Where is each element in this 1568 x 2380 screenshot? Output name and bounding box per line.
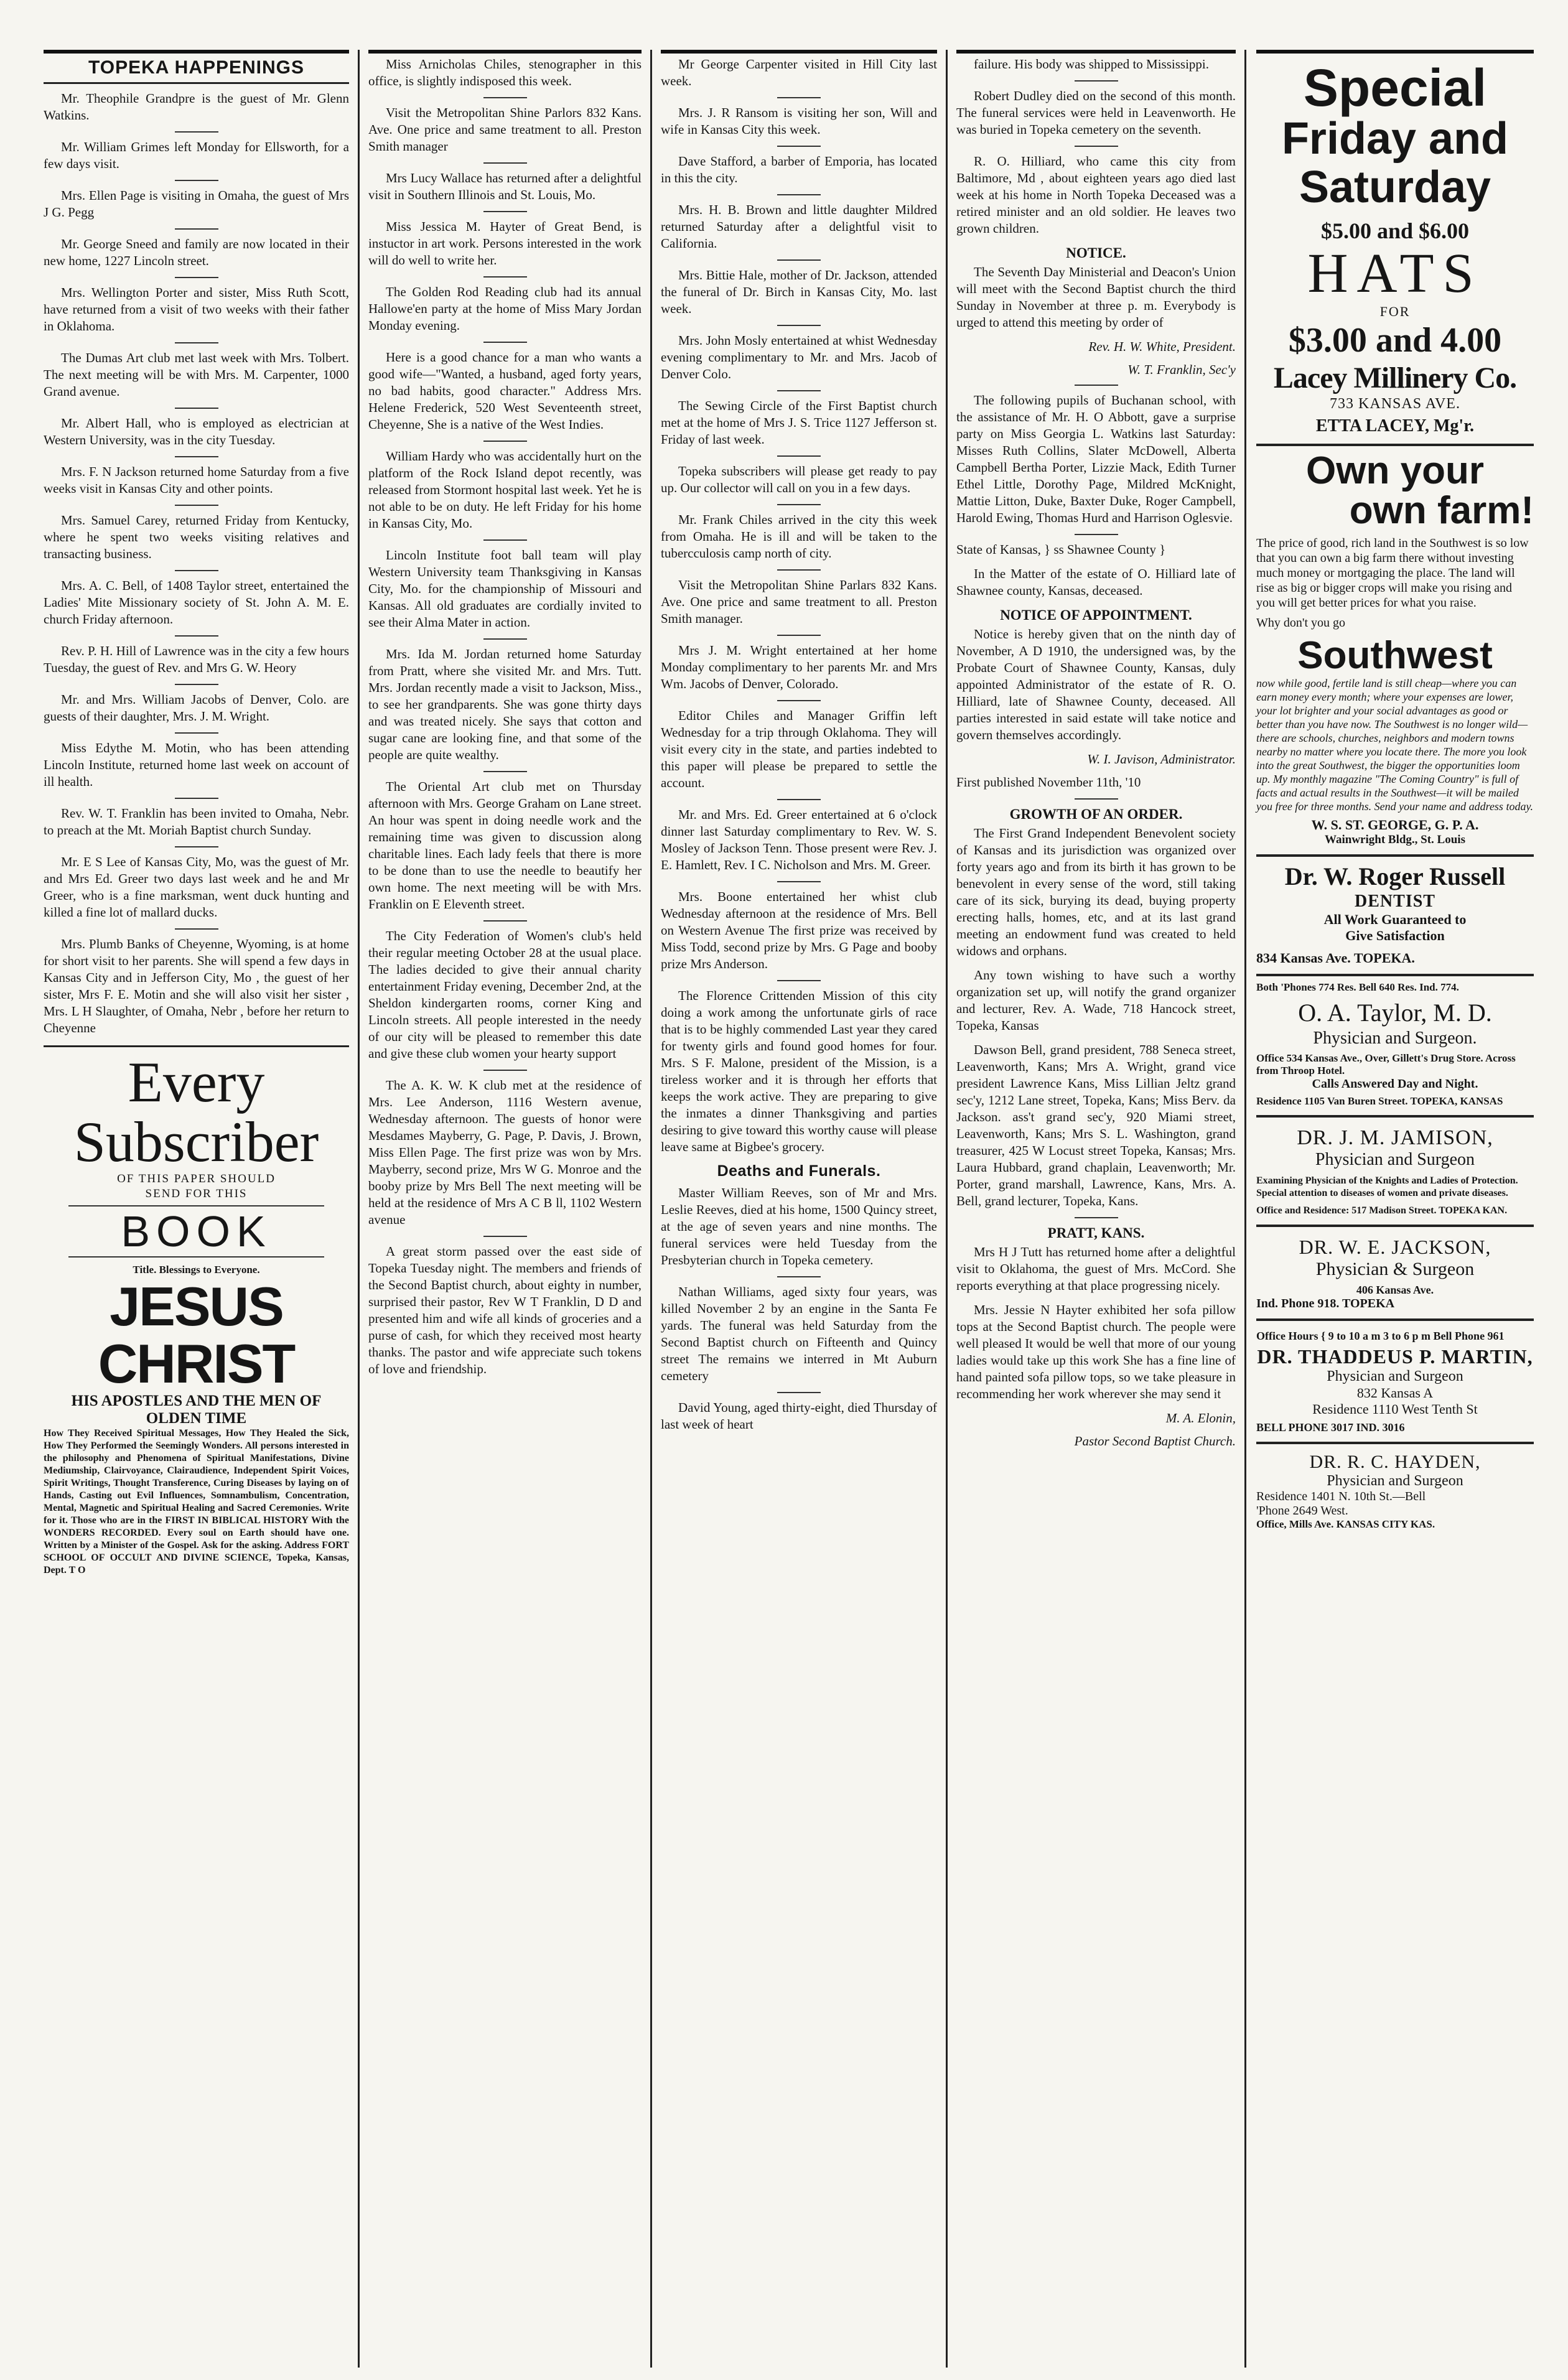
separator bbox=[483, 1070, 527, 1071]
separator bbox=[175, 342, 218, 343]
news-item: Mrs. A. C. Bell, of 1408 Taylor street, entertained the Ladies' Mite Missionary society of St. John A. M. E. church Friday afternoon. bbox=[44, 578, 349, 627]
notice-signature-1: Rev. H. W. White, President. bbox=[1088, 339, 1236, 354]
separator bbox=[175, 570, 218, 571]
col1-items bbox=[44, 90, 349, 1037]
separator bbox=[1075, 80, 1118, 82]
taylor-phones: Both 'Phones 774 Res. Bell 640 Res. Ind. 774. bbox=[1256, 981, 1459, 993]
growth-title: GROWTH OF AN ORDER. bbox=[1009, 806, 1183, 822]
russell-address: 834 Kansas Ave. TOPEKA. bbox=[1256, 950, 1415, 966]
separator bbox=[483, 539, 527, 541]
ad-fine-print: How They Received Spiritual Messages, How They Healed the Sick, How They Performed the Seemingly Wonders. All persons interested in the philosophy and Phenomena of Spiritual Manifestations, Divine Mediumship, Clairvoyance, Clairaudience, Independent Spirit Voices, Spirit Writings, Thought Transference, Curing Diseases by laying on of Hands, Casting out Evil Influences, Somnambulism, Concentration, Mental, Magnetic and Spiritual Healing and Sacred Ceremonies. Write for it. Those who are in the FIRST IN BIBLICAL HISTORY With the WONDERS RECORDED. Every soul on Earth should have one. Written by a Minister of the Gospel. Ask for the asking. Address FORT SCHOOL OF OCCULT AND DIVINE SCIENCE, Topeka, Kansas, Dept. T O bbox=[44, 1428, 349, 1575]
separator bbox=[777, 390, 821, 391]
top-rule bbox=[368, 50, 642, 54]
news-item: Rev. P. H. Hill of Lawrence was in the city a few hours Tuesday, the guest of Rev. and Mrs G. W. Heory bbox=[44, 643, 349, 675]
farm-agent: W. S. ST. GEORGE, G. P. A. bbox=[1311, 817, 1479, 833]
separator bbox=[1075, 798, 1118, 800]
separator bbox=[777, 1392, 821, 1393]
news-item: Mr. William Grimes left Monday for Ellsworth, for a few days visit. bbox=[44, 139, 349, 171]
deaths-items bbox=[661, 1185, 937, 1433]
ad-book-word: BOOK bbox=[68, 1205, 324, 1258]
separator bbox=[777, 504, 821, 505]
news-item: Miss Edythe M. Motin, who has been attending Lincoln Institute, returned home last week on account of ill health. bbox=[44, 740, 349, 789]
top-rule bbox=[44, 50, 349, 54]
ad-friday: Friday and bbox=[1281, 114, 1509, 164]
news-item: Mr. E S Lee of Kansas City, Mo, was the guest of Mr. and Mrs Ed. Greer two days last week and he and Mr Greer, who is a fine marksman, went duck hunting and killed a fine lot of mallard ducks. bbox=[44, 854, 349, 920]
legal-signature: W. I. Javison, Administrator. bbox=[1087, 752, 1236, 767]
news-item: Here is a good chance for a man who wants a good wife—"Wanted, a husband, aged forty years, no bad habits, good character." Address Mrs. Helene Frederick, 520 West Seventeenth street, Cheyenne, She is a native of the West Indies. bbox=[368, 350, 642, 432]
russell-line-2: Give Satisfaction bbox=[1345, 928, 1445, 943]
jackson-address: 406 Kansas Ave. bbox=[1356, 1284, 1434, 1296]
book-advertisement bbox=[44, 1045, 349, 1577]
separator bbox=[175, 732, 218, 734]
news-item: Mr George Carpenter visited in Hill City last week. bbox=[661, 57, 937, 88]
news-item: Mrs. Plumb Banks of Cheyenne, Wyoming, is at home for short visit to her parents. She will spend a few days in Kansas City and in Jefferson City, Mo , the guest of her sister, Mrs F. E. Motin and she will also visit her sister , Mrs. L H Slaughter, of Omaha, Nebr , before her return to Cheyenne bbox=[44, 936, 349, 1035]
separator bbox=[175, 635, 218, 637]
deaths-heading: Deaths and Funerals. bbox=[717, 1162, 881, 1180]
separator bbox=[777, 799, 821, 800]
news-item: The City Federation of Women's club's held their regular meeting October 28 at the usual place. The ladies decided to give their annual charity entertainment Friday evening, December 2nd, at the Sheldon kindergarten rooms, corner King and Lincoln streets. All people interested in the needy of our city will be pleased to remember this date and give these club women your hearty support bbox=[368, 928, 642, 1061]
news-item: Visit the Metropolitan Shine Parlors 832 Kans. Ave. One price and same treatment to all. Preston Smith manager bbox=[368, 105, 642, 154]
separator bbox=[483, 97, 527, 98]
ad-firm-name: Lacey Millinery Co. bbox=[1273, 362, 1517, 394]
hayden-name: DR. R. C. HAYDEN, bbox=[1309, 1452, 1481, 1472]
col3-items bbox=[661, 56, 937, 1155]
taylor-residence: Residence 1105 Van Buren Street. TOPEKA, KANSAS bbox=[1256, 1095, 1503, 1107]
news-item: The Dumas Art club met last week with Mrs. Tolbert. The next meeting will be with Mrs. M. Carpenter, 1000 Grand avenue. bbox=[44, 350, 349, 399]
hayden-title: Physician and Surgeon bbox=[1327, 1473, 1463, 1489]
separator bbox=[483, 342, 527, 343]
news-item: failure. His body was shipped to Mississippi. bbox=[974, 57, 1209, 72]
newspaper-page bbox=[44, 50, 1540, 2368]
news-item: Mrs. Wellington Porter and sister, Miss Ruth Scott, have returned from a visit of two weeks with their father in Oklahoma. bbox=[44, 285, 349, 334]
column-3 bbox=[650, 50, 946, 2368]
news-item: Mrs. Ida M. Jordan returned home Saturday from Pratt, where she visited Mr. and Mrs. Tutt. Mrs. Jordan recently made a visit to Jackson, Miss., to see her grandparents. She was gone thirty days and was treated nicely. She says that cotton and sugar cane are looking fine, and that some of the people are quite wealthy. bbox=[368, 646, 642, 762]
jamison-note: Examining Physician of the Knights and Ladies of Protection. Special attention to diseases of women and private diseases. bbox=[1256, 1175, 1518, 1198]
legal-estate: In the Matter of the estate of O. Hilliard late of Shawnee county, Kansas, deceased. bbox=[956, 566, 1236, 598]
news-item: A great storm passed over the east side of Topeka Tuesday night. The members and friends of the Second Baptist church, about eighty in number, surprised their pastor, Rev W T Franklin, D D and presented him and wife all kinds of groceries and a purse of cash, for which they received most hearty thanks. The pastor and wife appreciate such tokens of love and friendship. bbox=[368, 1244, 642, 1376]
news-item: David Young, aged thirty-eight, died Thursday of last week of heart bbox=[661, 1400, 937, 1432]
pratt-title: PRATT, KANS. bbox=[1047, 1225, 1145, 1241]
notice-signature-2: W. T. Franklin, Sec'y bbox=[1127, 362, 1236, 377]
separator bbox=[1075, 534, 1118, 535]
pratt-p1: Mrs H J Tutt has returned home after a delightful visit to Oklahoma, the guest of Mrs. McCord. She reports everything at that place progressing nicely. bbox=[956, 1244, 1236, 1293]
ad-saturday: Saturday bbox=[1299, 162, 1491, 212]
news-item: The Oriental Art club met on Thursday afternoon with Mrs. George Graham on Lane street. An hour was spent in doing needle work and the remaining time was given to discussion along charitable lines. Each lady feels that there is more to be done than to use the needle to beautify her own home. The next meeting will be with Mrs. Franklin on E Eleventh street. bbox=[368, 779, 642, 912]
legal-state: State of Kansas, } ss Shawnee County } bbox=[956, 542, 1166, 557]
news-item: Mr. Frank Chiles arrived in the city this week from Omaha. He is ill and will be taken to the tubercculosis camp north of city. bbox=[661, 512, 937, 561]
separator bbox=[483, 1236, 527, 1237]
news-item: The A. K. W. K club met at the residence of Mrs. Lee Anderson, 1116 Western avenue, Wednesday afternoon. The guests of honor were Mesdames Mayberry, G. Page, P. Davis, J. Brown, Miss Ellen Page. The first prize was won by Mrs. Mayberry, second prize, Mrs W G. Monroe and the booby prize by Mrs Bell The next meeting will be held at the residence of Mrs A C B ll, 1102 Western avenue bbox=[368, 1078, 642, 1227]
news-item: Mr. and Mrs. Ed. Greer entertained at 6 o'clock dinner last Saturday complimentary to Rev. W. S. Mosley of Jackson Tenn. Those present were Rev. J. E. Hamlett, Rev. I C. Nicholson and Mrs. M. Greer. bbox=[661, 807, 937, 872]
news-item: Mrs. J. R Ransom is visiting her son, Will and wife in Kansas City this week. bbox=[661, 105, 937, 137]
separator bbox=[483, 441, 527, 442]
martin-name: DR. THADDEUS P. MARTIN, bbox=[1257, 1345, 1533, 1368]
column-2 bbox=[358, 50, 650, 2368]
separator bbox=[483, 920, 527, 922]
legal-text: Notice is hereby given that on the ninth day of November, A D 1910, the undersigned was, by the Probate Court of Shawnee County, Kansas, duly appointed Administrator of the estate of R. O. Hilliard, late of Shawnee County, deceased. All parties interested in said estate will take notice and govern themselves accordingly. bbox=[956, 627, 1236, 742]
ad-title-line: Title. Blessings to Everyone. bbox=[133, 1264, 260, 1276]
growth-p1: The First Grand Independent Benevolent society of Kansas and its jurisdiction was organized over forty years ago and from its birth it has grown to be benevolent in every sense of the word, still taking care of its sick, burying its dead, buying property erecting halls, homes, etc, and at its last grand meeting an endowment fund was created to held widows and orphans. bbox=[956, 826, 1236, 958]
col4-items bbox=[956, 56, 1236, 237]
separator bbox=[175, 277, 218, 278]
separator bbox=[777, 455, 821, 457]
separator bbox=[175, 684, 218, 685]
martin-address: 832 Kansas A bbox=[1356, 1385, 1434, 1401]
top-rule bbox=[661, 50, 937, 54]
farm-heading-2: own farm! bbox=[1349, 489, 1534, 532]
separator bbox=[777, 194, 821, 195]
ad-every-word: Every bbox=[128, 1050, 265, 1114]
news-item: Mr. and Mrs. William Jacobs of Denver, Colo. are guests of their daughter, Mrs. J. M. Wright. bbox=[44, 692, 349, 724]
millinery-ad bbox=[1256, 56, 1534, 446]
news-item: Mrs. F. N Jackson returned home Saturday from a five weeks visit in Kansas City and other points. bbox=[44, 464, 349, 496]
top-rule bbox=[956, 50, 1236, 54]
news-item: Miss Jessica M. Hayter of Great Bend, is instuctor in art work. Persons interested in the work will do well to write her. bbox=[368, 219, 642, 268]
news-item: Robert Dudley died on the second of this month. The funeral services were held in Leavenworth. He was buried in Topeka cemetery on the seventh. bbox=[956, 88, 1236, 137]
pratt-signature-2: Pastor Second Baptist Church. bbox=[1074, 1434, 1236, 1449]
growth-p3: Dawson Bell, grand president, 788 Seneca street, Leavenworth, Kans; Mrs A. Wright, grand vice president Lawrence Kans, Miss Lillian Jeltz grand sec'y, 1212 Lane street, Topeka, Kans; Miss Berv. da Jackson. ass't grand sec'y, 920 Miami street, Leavenworth, Kans; Mrs S. L. Washington, grand treasurer, 425 W Locust street Topeka, Kansas; Mrs. Laura Hubbard, grand chaplain, Leavenworth; Mr. Porter, grand marshall, Lawrence, Kans, Mrs. A. Bell, grand lecturer, Topeka, Kans. bbox=[956, 1042, 1236, 1208]
separator bbox=[175, 408, 218, 409]
separator bbox=[175, 180, 218, 181]
news-item: Mr. Albert Hall, who is employed as electrician at Western University, was in the city Tuesday. bbox=[44, 416, 349, 447]
news-item: Mr. George Sneed and family are now located in their new home, 1227 Lincoln street. bbox=[44, 236, 349, 268]
growth-p2: Any town wishing to have such a worthy organization set up, will notify the grand organizer and lecturer, Rev. A. Wade, 718 Hancock street, Topeka, Kansas bbox=[956, 968, 1236, 1033]
buchanan-item: The following pupils of Buchanan school, with the assistance of Mr. H. O Abbott, gave a surprise party on Miss Georgia L. Watkins last Saturday: Misses Ruth Collins, Slater McDowell, Alberta Campbell Bertha Porter, Lizzie Mack, Edith Turner Ethel Little, Dorothy Page, Mildred McKnight, Mattie Litton, Duke, Baxter Duke, Roger Campbell, Harold Ewing, Thomas Hurd and Harrison Oglesvie. bbox=[956, 393, 1236, 525]
separator bbox=[175, 131, 218, 133]
separator bbox=[175, 505, 218, 506]
taylor-title: Physician and Surgeon. bbox=[1313, 1029, 1477, 1048]
separator bbox=[175, 228, 218, 230]
column-1 bbox=[44, 50, 358, 2368]
ad-special: Special bbox=[1303, 58, 1487, 117]
news-item: Mrs Lucy Wallace has returned after a delightful visit in Southern Illinois and St. Louis, Mo. bbox=[368, 170, 642, 202]
separator bbox=[483, 276, 527, 278]
news-item: Mrs. H. B. Brown and little daughter Mildred returned Saturday after a delightful visit to California. bbox=[661, 202, 937, 251]
separator bbox=[777, 146, 821, 147]
separator bbox=[483, 162, 527, 164]
news-item: Mrs. Bittie Hale, mother of Dr. Jackson, attended the funeral of Dr. Birch in Kansas City, Mo. last week. bbox=[661, 268, 937, 316]
column-4 bbox=[946, 50, 1244, 2368]
farm-text: The price of good, rich land in the Southwest is so low that you can own a big farm there without investing much money or mortgaging the place. The land will rise as big or bigger crops will make you rising and you will get better prices for what you raise. bbox=[1256, 536, 1529, 610]
top-rule bbox=[1256, 50, 1534, 54]
separator bbox=[777, 635, 821, 636]
news-item: Editor Chiles and Manager Griffin left Wednesday for a trip through Oklahoma. They will visit every city in the state, and parties indebted to this paper will please be prepared to settle the account. bbox=[661, 708, 937, 790]
news-item: Topeka subscribers will please get ready to pay up. Our collector will call on you in a few days. bbox=[661, 464, 937, 495]
taylor-office: Office 534 Kansas Ave., Over, Gillett's Drug Store. Across from Throop Hotel. bbox=[1256, 1052, 1516, 1076]
separator bbox=[777, 569, 821, 571]
news-item: The Sewing Circle of the First Baptist church met at the home of Mrs J. S. Trice 1127 Jefferson st. Friday of last week. bbox=[661, 398, 937, 447]
separator bbox=[1075, 146, 1118, 147]
ad-for: FOR bbox=[1379, 304, 1411, 319]
hayden-office: Office, Mills Ave. KANSAS CITY KAS. bbox=[1256, 1518, 1435, 1530]
russell-line-1: All Work Guaranteed to bbox=[1323, 912, 1467, 927]
separator bbox=[483, 638, 527, 640]
news-item: Mrs. Samuel Carey, returned Friday from Kentucky, where he spent two weeks visiting relatives and transacting business. bbox=[44, 513, 349, 561]
news-item: Miss Arnicholas Chiles, stenographer in this office, is slightly indisposed this week. bbox=[368, 57, 642, 88]
column-heading: TOPEKA HAPPENINGS bbox=[44, 56, 349, 84]
separator bbox=[777, 700, 821, 701]
hayden-ad bbox=[1256, 1444, 1534, 1538]
separator bbox=[175, 456, 218, 457]
hayden-residence: Residence 1401 N. 10th St.—Bell bbox=[1256, 1490, 1426, 1503]
separator bbox=[777, 97, 821, 98]
russell-title: DENTIST bbox=[1355, 892, 1435, 911]
news-item: Mrs J. M. Wright entertained at her home Monday complimentary to her parents Mr. and Mrs Wm. Jacobs of Denver, Colorado. bbox=[661, 643, 937, 691]
jamison-office: Office and Residence: 517 Madison Street. TOPEKA KAN. bbox=[1256, 1205, 1508, 1216]
ad-subscriber-word: Subscriber bbox=[73, 1110, 319, 1174]
legal-date: First published November 11th, '10 bbox=[956, 775, 1141, 790]
jackson-name: DR. W. E. JACKSON, bbox=[1299, 1236, 1491, 1258]
separator bbox=[483, 771, 527, 772]
news-item: The Golden Rod Reading club had its annual Hallowe'en party at the home of Miss Mary Jordan Monday evening. bbox=[368, 284, 642, 333]
news-item: William Hardy who was accidentally hurt on the platform of the Rock Island depot recently, was released from Stormont hospital last week. Yet he is not able to be on duty. He left Friday for his home in Kansas City, Mo. bbox=[368, 449, 642, 531]
ad-hats: HATS bbox=[1307, 243, 1483, 304]
separator bbox=[777, 1276, 821, 1277]
separator bbox=[1075, 1217, 1118, 1218]
jackson-title: Physician & Surgeon bbox=[1315, 1259, 1475, 1279]
ads-column bbox=[1244, 50, 1540, 2368]
farm-agent-address: Wainwright Bldg., St. Louis bbox=[1325, 833, 1465, 846]
news-item: R. O. Hilliard, who came this city from Baltimore, Md , about eighteen years ago died last week at his home in North Topeka Deceased was a retired minister and an old soldier. He leaves two grown children. bbox=[956, 154, 1236, 236]
farm-question: Why don't you go bbox=[1256, 616, 1346, 630]
farm-southwest: Southwest bbox=[1297, 634, 1493, 677]
pratt-p2: Mrs. Jessie N Hayter exhibited her sofa pillow tops at the Second Baptist church. The people were well pleased It would be well that more of our young ladies would take up this work She has a fine line of hand painted sofa pillow tops, so we take pleasure in recommending her work wherever she may send it bbox=[956, 1302, 1236, 1401]
news-item: Mrs. Boone entertained her whist club Wednesday afternoon at the residence of Mrs. Bell on Western Avenue The first prize was received by Miss Todd, second prize by Mrs. G Page and booby prize Mrs Anderson. bbox=[661, 889, 937, 971]
notice-title: NOTICE. bbox=[1066, 245, 1126, 261]
ad-jesus-christ: JESUS CHRIST bbox=[98, 1276, 295, 1394]
ad-line-send: SEND FOR THIS bbox=[145, 1187, 248, 1200]
martin-phones: BELL PHONE 3017 IND. 3016 bbox=[1256, 1421, 1405, 1434]
taylor-name: O. A. Taylor, M. D. bbox=[1298, 999, 1492, 1027]
taylor-ad bbox=[1256, 976, 1534, 1118]
news-item: Lincoln Institute foot ball team will play Western University team Thanksgiving in Kansas City, Mo. for the championship of Missouri and Kansas. All old graduates are cordially invited to see their Alma Mater in action. bbox=[368, 548, 642, 630]
russell-ad bbox=[1256, 857, 1534, 976]
separator bbox=[175, 928, 218, 930]
jackson-phone: Ind. Phone 918. TOPEKA bbox=[1256, 1297, 1395, 1310]
ad-price-1: $5.00 and $6.00 bbox=[1320, 218, 1470, 243]
farm-italic-text: now while good, fertile land is still cheap—where you can earn money every month; where your expenses are lower, your lot brighter and your social advantages as good or better than you have now. The Southwest is no longer wild—there are schools, churches, neighbors and modern towns nearby no matter where you locate there. The more you look into the great Southwest, the bigger the opportunities loom up. My monthly magazine "The Coming Country" is full of facts and actual results in the Southwest—it will be mailed you free for three months. Send your name and address today. bbox=[1256, 677, 1533, 813]
separator bbox=[1075, 385, 1118, 386]
jamison-name: DR. J. M. JAMISON, bbox=[1297, 1126, 1493, 1149]
jamison-ad bbox=[1256, 1118, 1534, 1227]
pratt-signature-1: M. A. Elonin, bbox=[1165, 1411, 1236, 1426]
jamison-title: Physician and Surgeon bbox=[1315, 1150, 1475, 1169]
news-item: Rev. W. T. Franklin has been invited to Omaha, Nebr. to preach at the Mt. Moriah Baptist church Sunday. bbox=[44, 806, 349, 838]
separator bbox=[483, 211, 527, 212]
ad-olden-time: OLDEN TIME bbox=[146, 1410, 247, 1427]
ad-firm-address: 733 KANSAS AVE. bbox=[1330, 396, 1460, 412]
separator bbox=[777, 881, 821, 882]
farm-ad bbox=[1256, 446, 1534, 857]
col2-items bbox=[368, 56, 642, 1378]
news-item: Mrs. John Mosly entertained at whist Wednesday evening complimentary to Mr. and Mrs. Jacob of Denver Colo. bbox=[661, 333, 937, 381]
news-item: Visit the Metropolitan Shine Parlars 832 Kans. Ave. One price and same treatment to all. Preston Smith manager. bbox=[661, 577, 937, 626]
martin-title: Physician and Surgeon bbox=[1327, 1368, 1463, 1384]
ad-firm-manager: ETTA LACEY, Mg'r. bbox=[1315, 416, 1475, 436]
martin-hours: Office Hours { 9 to 10 a m 3 to 6 p m Bell Phone 961 bbox=[1256, 1330, 1505, 1342]
news-item: Dave Stafford, a barber of Emporia, has located in this the city. bbox=[661, 154, 937, 185]
news-item: Mrs. Ellen Page is visiting in Omaha, the guest of Mrs J G. Pegg bbox=[44, 188, 349, 220]
ad-apostles-line: HIS APOSTLES AND THE MEN OF bbox=[71, 1393, 322, 1409]
farm-heading-1: Own your bbox=[1306, 449, 1484, 492]
news-item: The Florence Crittenden Mission of this city doing a work among the unfortunate girls of race that is to be highly commended Last year they cared for twenty girls and found good homes for four. Mrs. S F. Malone, president of the Mission, is a tireless worker and it is through her efforts that keeps the work active. They are preparing to give the inmates a dinner Thanksgiving and parties desiring to give toward this worthy cause will please leave same at Bigbee's grocery. bbox=[661, 988, 937, 1154]
notice-text: The Seventh Day Ministerial and Deacon's Union will meet with the Second Baptist church the third Sunday in November at three p. m. Everybody is urged to attend this meeting by order of bbox=[956, 264, 1236, 330]
separator bbox=[777, 980, 821, 981]
ad-line-paper: OF THIS PAPER SHOULD bbox=[117, 1172, 276, 1185]
separator bbox=[175, 846, 218, 847]
jackson-ad bbox=[1256, 1227, 1534, 1321]
russell-name: Dr. W. Roger Russell bbox=[1284, 862, 1506, 890]
separator bbox=[777, 259, 821, 261]
martin-ad bbox=[1256, 1321, 1534, 1444]
separator bbox=[175, 798, 218, 799]
news-item: Nathan Williams, aged sixty four years, was killed November 2 by an engine in the Santa Fe yards. The funeral was held Saturday from the Second Baptist church on Fifteenth and Quincy street The remains we interred in Mt Auburn cemetery bbox=[661, 1284, 937, 1383]
separator bbox=[777, 325, 821, 326]
legal-title: NOTICE OF APPOINTMENT. bbox=[1000, 607, 1192, 623]
taylor-calls: Calls Answered Day and Night. bbox=[1312, 1077, 1478, 1091]
hayden-phone: 'Phone 2649 West. bbox=[1256, 1504, 1348, 1518]
martin-residence: Residence 1110 West Tenth St bbox=[1312, 1401, 1478, 1417]
news-item: Master William Reeves, son of Mr and Mrs. Leslie Reeves, died at his home, 1500 Quincy street, at the age of seven years and nine months. The funeral services were held Tuesday from the Presbyterian church in Topeka cemetery. bbox=[661, 1185, 937, 1267]
news-item: Mr. Theophile Grandpre is the guest of Mr. Glenn Watkins. bbox=[44, 91, 349, 123]
ad-price-2: $3.00 and 4.00 bbox=[1288, 321, 1502, 360]
